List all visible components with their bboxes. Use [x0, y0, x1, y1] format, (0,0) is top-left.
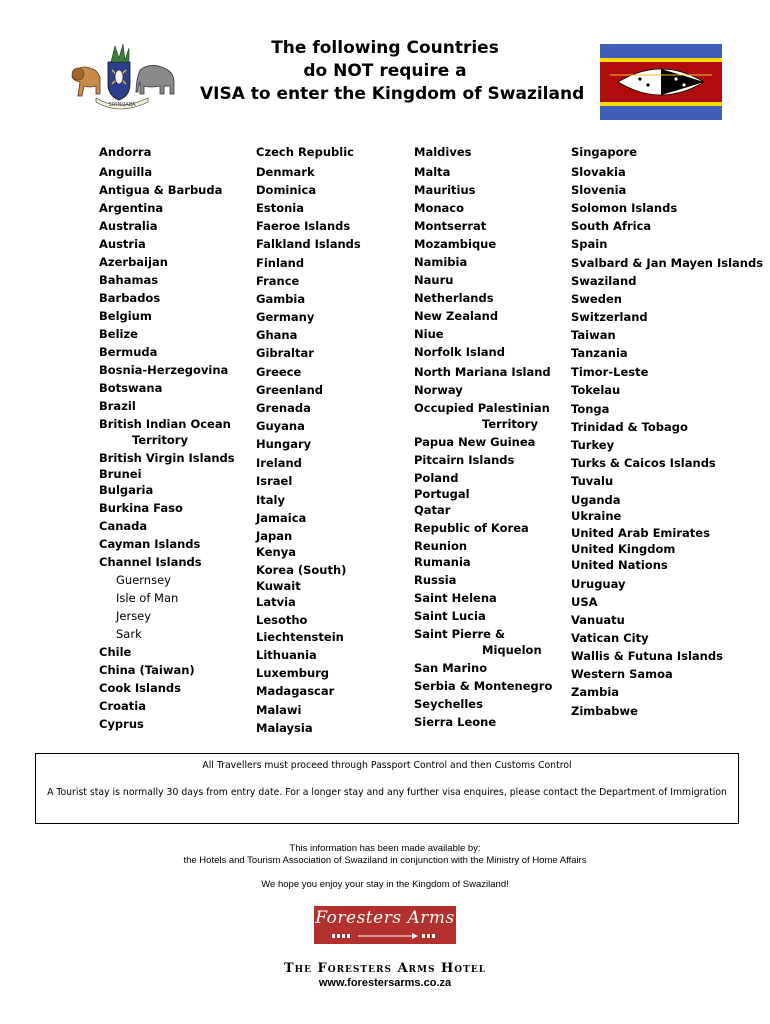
logo-script-text: Foresters Arms — [315, 908, 455, 928]
country-item: Faeroe Islands — [256, 219, 351, 233]
country-item: Kuwait — [256, 579, 301, 593]
country-item: Bermuda — [99, 345, 158, 359]
country-item: Vanuatu — [571, 613, 625, 627]
country-item: Serbia & Montenegro — [414, 679, 553, 693]
country-item: Maldives — [414, 145, 472, 159]
country-item: Papua New Guinea — [414, 435, 536, 449]
country-item: Canada — [99, 519, 148, 533]
country-item: Cook Islands — [99, 681, 181, 695]
hotel-name: The Foresters Arms Hotel — [283, 961, 487, 976]
tourist-stay-notice: A Tourist stay is normally 30 days from entry date. For a longer stay and any further visa enquires, please contact the Department of Immigration — [47, 787, 727, 798]
country-item: Burkina Faso — [99, 501, 183, 515]
country-item: Nauru — [414, 273, 454, 287]
swaziland-flag-icon — [600, 44, 722, 120]
country-item: Hungary — [256, 437, 312, 451]
country-item: Australia — [99, 219, 158, 233]
country-item: Channel Islands — [99, 555, 202, 569]
country-item: Tanzania — [571, 346, 628, 360]
country-item: Bosnia-Herzegovina — [99, 363, 229, 377]
country-item: Ukraine — [571, 509, 622, 523]
country-item: Saint Lucia — [414, 609, 486, 623]
country-item: San Marino — [414, 661, 488, 675]
country-item: Pitcairn Islands — [414, 453, 515, 467]
country-item: Chile — [99, 645, 132, 659]
country-item: South Africa — [571, 219, 652, 233]
country-item: Jersey — [116, 609, 152, 623]
country-item: Norfolk Island — [414, 345, 505, 359]
country-item: Zambia — [571, 685, 620, 699]
foresters-arms-logo — [314, 906, 456, 944]
country-item: Monaco — [414, 201, 465, 215]
country-item: Mozambique — [414, 237, 497, 251]
country-item: Azerbaijan — [99, 255, 168, 269]
country-item: Mauritius — [414, 183, 476, 197]
country-item: Turkey — [571, 438, 615, 452]
country-item: Slovenia — [571, 183, 627, 197]
country-item: Spain — [571, 237, 608, 251]
country-item: Vatican City — [571, 631, 649, 645]
country-item: Liechtenstein — [256, 630, 344, 644]
country-item: Saint Helena — [414, 591, 497, 605]
country-item: Bahamas — [99, 273, 159, 287]
country-item: Sark — [116, 627, 142, 641]
country-item: Malawi — [256, 703, 302, 717]
country-item: Occupied Palestinian — [414, 401, 550, 415]
website-link[interactable]: www.forestersarms.co.za — [318, 977, 452, 989]
country-item: Miquelon — [482, 643, 542, 657]
country-item: Denmark — [256, 165, 315, 179]
country-item: Barbados — [99, 291, 161, 305]
country-item: Cayman Islands — [99, 537, 201, 551]
country-item: France — [256, 274, 300, 288]
country-item: Lithuania — [256, 648, 317, 662]
country-item: Andorra — [99, 145, 152, 159]
country-item: Wallis & Futuna Islands — [571, 649, 723, 663]
country-item: Kenya — [256, 545, 296, 559]
country-item: British Virgin Islands — [99, 451, 235, 465]
country-item: Netherlands — [414, 291, 494, 305]
country-item: Luxemburg — [256, 666, 330, 680]
country-item: Falkland Islands — [256, 237, 361, 251]
country-item: Uganda — [571, 493, 621, 507]
country-item: Taiwan — [571, 328, 616, 342]
country-item: Montserrat — [414, 219, 487, 233]
country-item: Territory — [132, 433, 188, 447]
country-item: Seychelles — [414, 697, 483, 711]
country-item: Italy — [256, 493, 285, 507]
country-item: Zimbabwe — [571, 704, 638, 718]
country-item: United Kingdom — [571, 542, 676, 556]
country-item: Gambia — [256, 292, 306, 306]
passport-notice: All Travellers must proceed through Passport Control and then Customs Control — [202, 760, 572, 771]
country-item: Rumania — [414, 555, 471, 569]
country-item: Saint Pierre & — [414, 627, 506, 641]
country-item: Germany — [256, 310, 315, 324]
country-item: Svalbard & Jan Mayen Islands — [571, 256, 764, 270]
country-item: Swaziland — [571, 274, 637, 288]
country-item: Greece — [256, 365, 302, 379]
country-item: USA — [571, 595, 598, 609]
country-item: Turks & Caicos Islands — [571, 456, 716, 470]
logo-ornament-icon — [332, 933, 438, 939]
country-item: Isle of Man — [116, 591, 179, 605]
country-item: Bulgaria — [99, 483, 154, 497]
country-item: British Indian Ocean — [99, 417, 231, 431]
country-item: Trinidad & Tobago — [571, 420, 688, 434]
country-item: Dominica — [256, 183, 317, 197]
country-item: Tokelau — [571, 383, 621, 397]
coat-motto: SIYINQABA — [108, 102, 136, 108]
country-item: Slovakia — [571, 165, 626, 179]
country-item: Anguilla — [99, 165, 153, 179]
country-item: Lesotho — [256, 613, 308, 627]
country-item: Namibia — [414, 255, 468, 269]
country-item: Austria — [99, 237, 146, 251]
country-item: Finland — [256, 256, 305, 270]
country-item: Tuvalu — [571, 474, 614, 488]
page-title — [200, 37, 585, 106]
country-item: Ghana — [256, 328, 298, 342]
country-item: Western Samoa — [571, 667, 673, 681]
country-item: Botswana — [99, 381, 163, 395]
country-item: Belize — [99, 327, 138, 341]
title-line: do NOT require a — [303, 61, 467, 81]
country-item: North Mariana Island — [414, 365, 551, 379]
country-item: Korea (South) — [256, 563, 347, 577]
country-item: Guyana — [256, 419, 305, 433]
country-item: Guernsey — [116, 573, 171, 587]
country-item: Argentina — [99, 201, 164, 215]
country-item: Greenland — [256, 383, 324, 397]
country-item: Brazil — [99, 399, 136, 413]
country-item: Poland — [414, 471, 459, 485]
country-item: Singapore — [571, 145, 638, 159]
country-item: Tonga — [571, 402, 610, 416]
country-item: Cyprus — [99, 717, 144, 731]
country-item: Sweden — [571, 292, 622, 306]
country-item: Reunion — [414, 539, 468, 553]
country-item: Brunei — [99, 467, 142, 481]
country-item: Israel — [256, 474, 293, 488]
country-item: Belgium — [99, 309, 152, 323]
country-item: Croatia — [99, 699, 146, 713]
country-item: United Nations — [571, 558, 668, 572]
country-item: Japan — [256, 529, 293, 543]
country-item: Malaysia — [256, 721, 313, 735]
info-box — [35, 753, 739, 824]
country-item: Timor-Leste — [571, 365, 649, 379]
country-item: Republic of Korea — [414, 521, 529, 535]
country-item: Switzerland — [571, 310, 648, 324]
country-item: Czech Republic — [256, 145, 354, 159]
country-item: Antigua & Barbuda — [99, 183, 223, 197]
country-item: New Zealand — [414, 309, 499, 323]
country-item: Russia — [414, 573, 457, 587]
country-item: Sierra Leone — [414, 715, 497, 729]
country-item: Niue — [414, 327, 444, 341]
country-item: Jamaica — [256, 511, 307, 525]
title-line: VISA to enter the Kingdom of Swaziland — [200, 84, 585, 104]
association-text: the Hotels and Tourism Association of Swaziland in conjunction with the Ministry of Home Affairs — [183, 855, 587, 866]
enjoy-stay-text: We hope you enjoy your stay in the Kingdom of Swaziland! — [261, 879, 509, 890]
country-item: Gibraltar — [256, 346, 314, 360]
country-item: Ireland — [256, 456, 302, 470]
country-item: Qatar — [414, 503, 451, 517]
country-item: Territory — [482, 417, 538, 431]
made-available-text: This information has been made available by: — [289, 843, 481, 854]
country-item: Madagascar — [256, 684, 335, 698]
title-line: The following Countries — [271, 38, 499, 58]
country-item: Uruguay — [571, 577, 626, 591]
country-item: Latvia — [256, 595, 296, 609]
country-item: Solomon Islands — [571, 201, 678, 215]
country-item: Portugal — [414, 487, 470, 501]
coat-of-arms-icon — [66, 40, 178, 112]
country-item: China (Taiwan) — [99, 663, 195, 677]
country-item: Malta — [414, 165, 451, 179]
country-item: Grenada — [256, 401, 311, 415]
country-item: United Arab Emirates — [571, 526, 710, 540]
country-item: Norway — [414, 383, 463, 397]
country-item: Estonia — [256, 201, 304, 215]
